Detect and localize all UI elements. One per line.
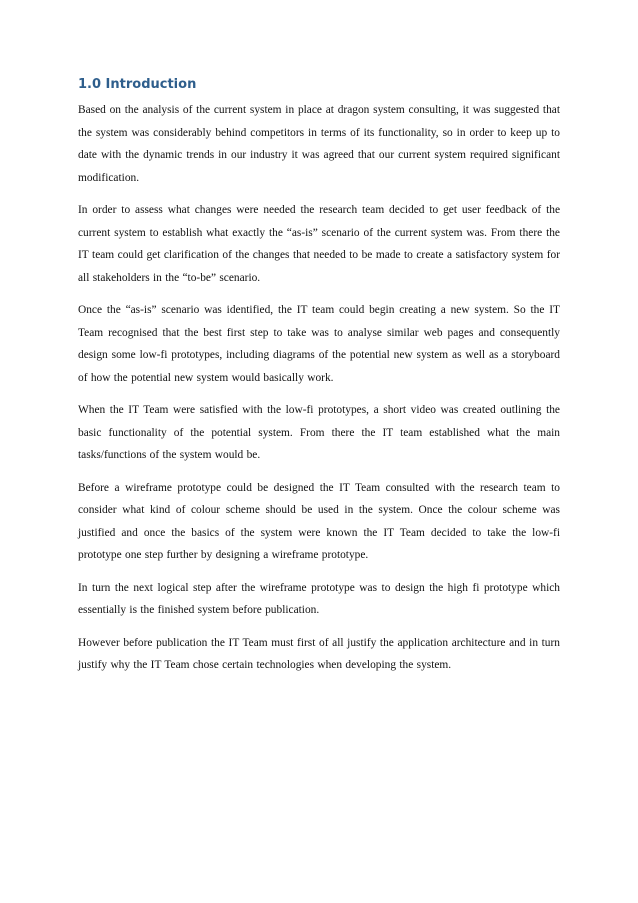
paragraph-7: However before publication the IT Team must first of all justify the application architecture and in turn justify why the IT Team chose certain technologies when developing the system. <box>78 636 560 671</box>
section-heading: 1.0 Introduction <box>78 77 197 92</box>
paragraph-4: When the IT Team were satisfied with the low-fi prototypes, a short video was created outlining the basic functionality of the potential system. From there the IT team established what the main tasks/functions of the system would be. <box>78 404 560 461</box>
paragraph-5: Before a wireframe prototype could be designed the IT Team consulted with the research team to consider what kind of colour scheme should be used in the system. Once the colour scheme was justified and once the basics of the system were known the IT Team decided to take the low-fi prototype one step further by designing a wireframe prototype. <box>78 481 560 561</box>
paragraph-2: In order to assess what changes were needed the research team decided to get user feedback of the current system to establish what exactly the “as-is” scenario of the current system was. From there the IT team could get clarification of the changes that needed to be made to create a satisfactory system for all stakeholders in the “to-be” scenario. <box>78 204 560 284</box>
paragraph-1: Based on the analysis of the current system in place at dragon system consulting, it was suggested that the system was considerably behind competitors in terms of its functionality, so in order to keep up to date with the dynamic trends in our industry it was agreed that our current system required significant modification. <box>78 104 560 184</box>
paragraph-6: In turn the next logical step after the wireframe prototype was to design the high fi prototype which essentially is the finished system before publication. <box>78 581 560 616</box>
paragraph-3: Once the “as-is” scenario was identified, the IT team could begin creating a new system. So the IT Team recognised that the best first step to take was to analyse similar web pages and consequently design some low-fi prototypes, including diagrams of the potential new system as well as a storyboard of how the potential new system would basically work. <box>78 304 560 384</box>
